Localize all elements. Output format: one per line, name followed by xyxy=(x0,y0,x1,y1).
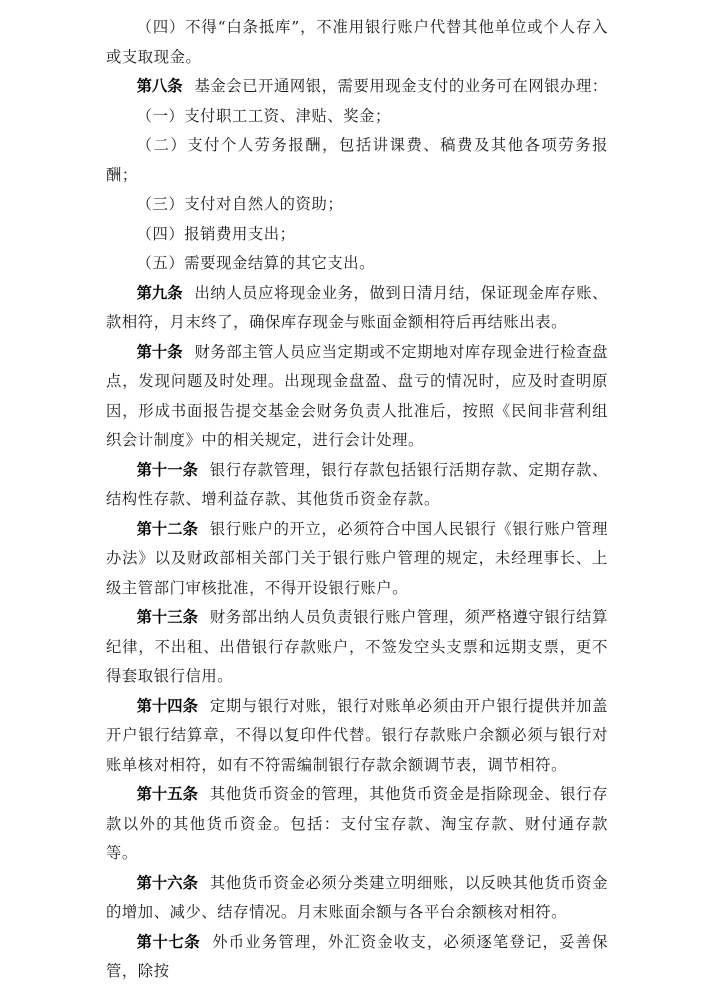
article-text: 基金会已开通网银，需要用现金支付的业务可在网银办理： xyxy=(194,77,608,95)
article-text: 外币业务管理，外汇资金收支，必须逐笔登记，妥善保管，除按 xyxy=(106,932,608,980)
article-label: 第十五条 xyxy=(136,785,198,803)
article-16 xyxy=(106,869,608,928)
article-text: 银行存款管理，银行存款包括银行活期存款、定期存款、结构性存款、增利益存款、其他货币资金存款。 xyxy=(106,460,608,508)
article-label: 第十七条 xyxy=(136,932,201,951)
article-label: 第十一条 xyxy=(136,460,198,479)
article-8 xyxy=(106,72,608,102)
article-text: 出纳人员应将现金业务，做到日清月结，保证现金库存账、款相符，月末终了，确保库存现金与账面金额相符后再结账出表。 xyxy=(106,283,608,331)
article-text: 其他货币资金的管理，其他货币资金是指除现金、银行存款以外的其他货币资金。包括：支付宝存款、淘宝存款、财付通存款等。 xyxy=(106,785,608,862)
article-13 xyxy=(106,603,608,692)
article-label: 第十二条 xyxy=(136,519,198,538)
article-11 xyxy=(106,456,608,515)
list-item: （三）支付对自然人的资助； xyxy=(136,195,344,213)
article-15 xyxy=(106,780,608,869)
article-label: 第九条 xyxy=(136,283,183,302)
article-label: 第十四条 xyxy=(136,696,198,715)
article-label: 第八条 xyxy=(136,77,183,95)
article-text: 财务部出纳人员负责银行账户管理，须严格遵守银行结算纪律，不出租、出借银行存款账户，不签发空头支票和远期支票，更不得套取银行信用。 xyxy=(106,608,608,685)
article-text: 银行账户的开立，必须符合中国人民银行《银行账户管理办法》以及财政部相关部门关于银行账户管理的规定，未经理事长、上级主管部门审核批准，不得开设银行账户。 xyxy=(106,519,608,597)
article-10 xyxy=(106,338,608,456)
list-item: （四）报销费用支出； xyxy=(136,224,296,243)
article-label: 第十六条 xyxy=(136,873,198,892)
list-item: （二）支付个人劳务报酬，包括讲课费、稿费及其他各项劳务报酬； xyxy=(106,136,608,184)
article-label: 第十条 xyxy=(136,342,183,361)
article-14 xyxy=(106,692,608,781)
article-12 xyxy=(106,515,608,604)
document-page xyxy=(106,13,608,987)
article-text: 财务部主管人员应当定期或不定期地对库存现金进行检查盘点，发现问题及时处理。出现现金盘盈、盘亏的情况时，应及时查明原因，形成书面报告提交基金会财务负责人批准后，按照《民间非营利组织会计制度》中的相关规定，进行会计处理。 xyxy=(106,342,608,449)
list-item: （四）不得“白条抵库”，不准用银行账户代替其他单位或个人存入或支取现金。 xyxy=(106,18,608,66)
article-17 xyxy=(106,928,608,987)
article-9 xyxy=(106,279,608,338)
article-text: 定期与银行对账，银行对账单必须由开户银行提供并加盖开户银行结算章，不得以复印件代替。银行存款账户余额必须与银行对账单核对相符，如有不符需编制银行存款余额调节表，调节相符。 xyxy=(106,696,608,774)
list-item: （五）需要现金结算的其它支出。 xyxy=(136,254,376,272)
article-label: 第十三条 xyxy=(136,608,198,626)
list-item: （一）支付职工工资、津贴、奖金； xyxy=(136,106,391,125)
article-text: 其他货币资金必须分类建立明细账，以反映其他货币资金的增加、减少、结存情况。月末账面余额与各平台余额核对相符。 xyxy=(106,873,608,921)
